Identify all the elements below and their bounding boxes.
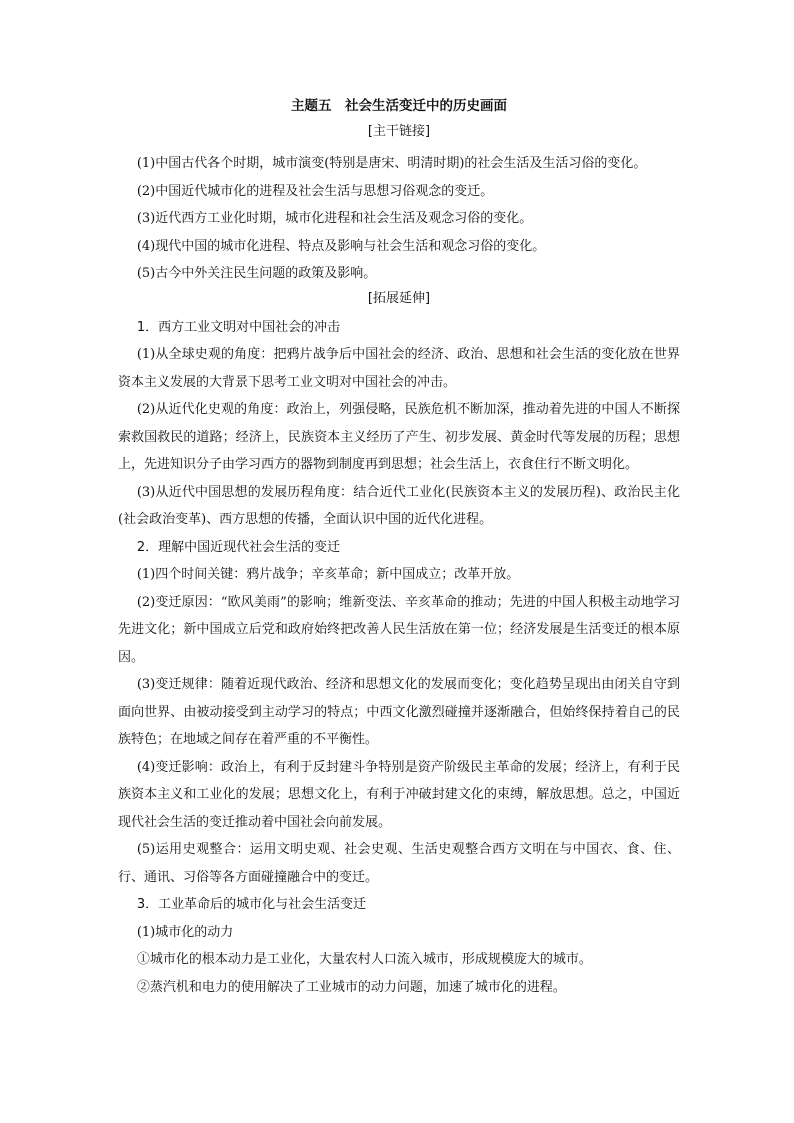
section-label-main: [主干链接] xyxy=(367,124,431,139)
topic-paragraph: (4)变迁影响：政治上，有利于反封建斗争特别是资产阶级民主革命的发展；经济上，有利于民族资本主义和工业化的发展；思想文化上，有利于冲破封建文化的束缚，解放思想。总之，中国近现代社会生活的变迁推动着中国社会向前发展。 xyxy=(118,759,680,830)
document-page xyxy=(118,97,680,1001)
topic-subheading: (1)城市化的动力 xyxy=(136,924,234,940)
topic-paragraph: (2)从近代化史观的角度：政治上，列强侵略，民族危机不断加深，推动着先进的中国人不断探索救国救民的道路；经济上，民族资本主义经历了产生、初步发展、黄金时代等发展的历程；思想上，先进知识分子由学习西方的器物到制度再到思想；社会生活上，衣食住行不断文明化。 xyxy=(118,402,680,472)
main-point: (1)中国古代各个时期，城市演变(特别是唐宋、明清时期)的社会生活及生活习俗的变化。 xyxy=(136,156,647,171)
topic-heading: 3．工业革命后的城市化与社会生活变迁 xyxy=(136,897,367,912)
main-point: (2)中国近代城市化的进程及社会生活与思想习俗观念的变迁。 xyxy=(136,183,494,199)
topic-paragraph: (2)变迁原因：“欧风美雨”的影响；维新变法、辛亥革命的推动；先进的中国人积极主动地学习先进文化；新中国成立后党和政府始终把改善人民生活放在第一位；经济发展是生活变迁的根本原因。 xyxy=(118,594,680,665)
main-point: (4)现代中国的城市化进程、特点及影响与社会生活和观念习俗的变化。 xyxy=(136,238,546,254)
topic-paragraph: (1)四个时间关键：鸦片战争；辛亥革命；新中国成立；改革开放。 xyxy=(136,567,520,582)
section-label-expand: [拓展延伸] xyxy=(367,290,431,306)
topic-heading: 1．西方工业文明对中国社会的冲击 xyxy=(136,319,341,335)
topic-paragraph: (3)变迁规律：随着近现代政治、经济和思想文化的发展而变化；变化趋势呈现出由闭关自守到面向世界、由被动接受到主动学习的特点；中西文化激烈碰撞并逐渐融合，但始终保持着自己的民族特色；在地域之间存在着严重的不平衡性。 xyxy=(118,677,680,747)
topic-paragraph: (5)运用史观整合：运用文明史观、社会史观、生活史观整合西方文明在与中国衣、食、住、行、通讯、习俗等各方面碰撞融合中的变迁。 xyxy=(118,842,680,885)
main-point: (5)古今中外关注民生问题的政策及影响。 xyxy=(136,266,377,281)
topic-paragraph: (1)从全球史观的角度：把鸦片战争后中国社会的经济、政治、思想和社会生活的变化放在世界资本主义发展的大背景下思考工业文明对中国社会的冲击。 xyxy=(118,347,680,390)
topic-paragraph: (3)从近代中国思想的发展历程角度：结合近代工业化(民族资本主义的发展历程)、政治民主化(社会政治变革)、西方思想的传播，全面认识中国的近代化进程。 xyxy=(118,484,680,527)
topic-heading: 2．理解中国近现代社会生活的变迁 xyxy=(136,539,341,555)
topic-paragraph: ②蒸汽机和电力的使用解决了工业城市的动力问题，加速了城市化的进程。 xyxy=(136,979,566,995)
page-title: 主题五 社会生活变迁中的历史画面 xyxy=(291,98,507,114)
topic-paragraph: ①城市化的根本动力是工业化，大量农村人口流入城市，形成规模庞大的城市。 xyxy=(136,952,592,967)
main-point: (3)近代西方工业化时期，城市化进程和社会生活及观念习俗的变化。 xyxy=(136,211,533,226)
